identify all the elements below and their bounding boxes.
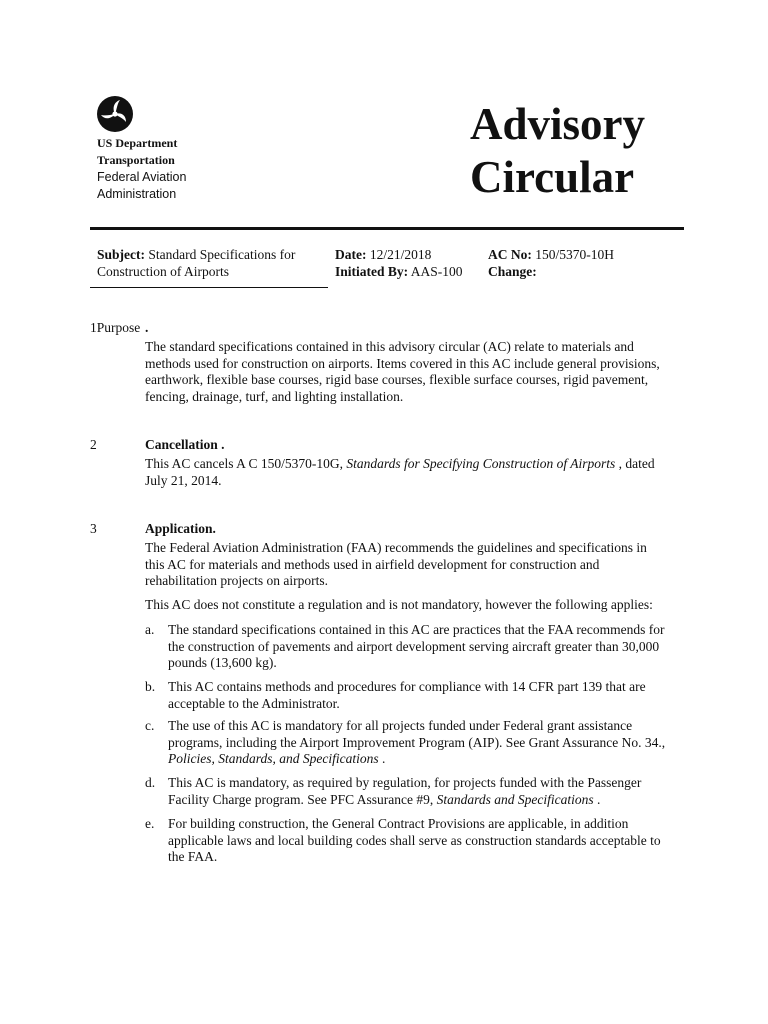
title-line-2: Circular (470, 152, 635, 202)
text-line: The standard specifications contained in this AC are practices that the FAA recommends for (168, 622, 665, 637)
cited-title: Standards for Specifying Construction of Airports (346, 456, 616, 471)
text-line (168, 792, 684, 809)
date-value: 12/21/2018 (369, 247, 432, 262)
text-line: this AC for materials and methods used in airfield development for construction and (145, 556, 600, 572)
header-rule (90, 227, 684, 230)
section-1-number: 1Purpose (90, 320, 141, 335)
title-line-1: Advisory (470, 99, 646, 149)
text-line (145, 456, 685, 473)
change-label: Change: (488, 264, 537, 279)
ac-value: 150/5370-10H (535, 247, 614, 262)
list-item-d (168, 775, 684, 808)
text-line: applicable laws and local building codes shall serve as construction standards acceptable to (168, 832, 661, 848)
subject-line-2: Construction of Airports (97, 264, 229, 279)
text-line: acceptable to the Administrator. (168, 695, 340, 711)
text-line: rehabilitation projects on airports. (145, 573, 328, 588)
list-letter-c: c. (145, 718, 155, 733)
section-3-number: 3 (90, 521, 97, 536)
section-1-heading: . (145, 320, 149, 335)
agency-line-2: Transportation (97, 153, 175, 167)
section-1-paragraph (145, 339, 685, 405)
date-label: Date: (335, 247, 367, 262)
text-line: earthwork, flexible base courses, rigid base courses, flexible surface courses, rigid pavement, (145, 372, 649, 387)
cited-title: Policies, Standards, and Specifications (168, 751, 379, 766)
text-line: programs, including the Airport Improvement Program (AIP). See Grant Assurance No. 34., (168, 734, 666, 750)
text-line: This AC contains methods and procedures for compliance with 14 CFR part 139 that are (168, 679, 646, 694)
subject-block (97, 246, 327, 280)
list-letter-b: b. (145, 679, 156, 694)
agency-line-3: Federal Aviation (97, 170, 187, 184)
initiated-value: AAS-100 (410, 264, 463, 279)
text-line: For building construction, the General Contract Provisions are applicable, in addition (168, 816, 629, 831)
list-item-e (168, 816, 684, 866)
list-letter-a: a. (145, 622, 155, 637)
ac-block (488, 246, 614, 280)
list-letter-d: d. (145, 775, 156, 790)
text-line: The standard specifications contained in this advisory circular (AC) relate to materials and (145, 339, 634, 354)
section-3-heading: Application. (145, 521, 216, 536)
list-item-c (168, 718, 684, 768)
cited-title: Standards and Specifications (436, 791, 594, 807)
section-2-paragraph (145, 456, 685, 489)
list-letter-e: e. (145, 816, 155, 831)
section-3-paragraph (145, 540, 685, 590)
text-line: The Federal Aviation Administration (FAA) recommends the guidelines and specifications in (145, 540, 647, 555)
initiated-label: Initiated By: (335, 264, 409, 279)
list-item-b (168, 679, 684, 712)
section-3-intro: This AC does not constitute a regulation and is not mandatory, however the following applies: (145, 597, 653, 612)
text-line (168, 751, 684, 768)
text-line: This AC is mandatory, as required by regulation, for projects funded with the Passenger (168, 775, 642, 790)
text-run: Facility Charge program. See PFC Assurance #9, (168, 791, 437, 807)
agency-line-1: US Department (97, 136, 178, 150)
text-line: pounds (13,600 kg). (168, 655, 277, 670)
subject-underline (90, 287, 328, 288)
text-run: . (593, 791, 601, 807)
subject-label: Subject: (97, 247, 145, 262)
text-run: This AC cancels A C 150/5370-10G, (145, 456, 347, 471)
agency-line-4: Administration (97, 187, 177, 201)
list-item-a (168, 622, 684, 672)
subject-line-1: Standard Specifications for (148, 247, 296, 262)
text-line: the FAA. (168, 849, 218, 864)
date-block (335, 246, 463, 280)
text-line: the construction of pavements and airport development serving aircraft greater than 30,000 (168, 638, 660, 654)
section-2-number: 2 (90, 437, 97, 452)
text-run: . (378, 751, 386, 766)
ac-label: AC No: (488, 247, 532, 262)
text-line: The use of this AC is mandatory for all projects funded under Federal grant assistance (168, 718, 633, 733)
dot-seal-icon (96, 95, 134, 133)
section-2-heading: Cancellation . (145, 437, 225, 452)
text-run: , dated (615, 456, 655, 471)
text-line: methods used for construction on airports. Items covered in this AC include general provisions, (145, 355, 660, 371)
text-line: fencing, drainage, turf, and lighting installation. (145, 388, 404, 404)
text-line: July 21, 2014. (145, 472, 222, 488)
